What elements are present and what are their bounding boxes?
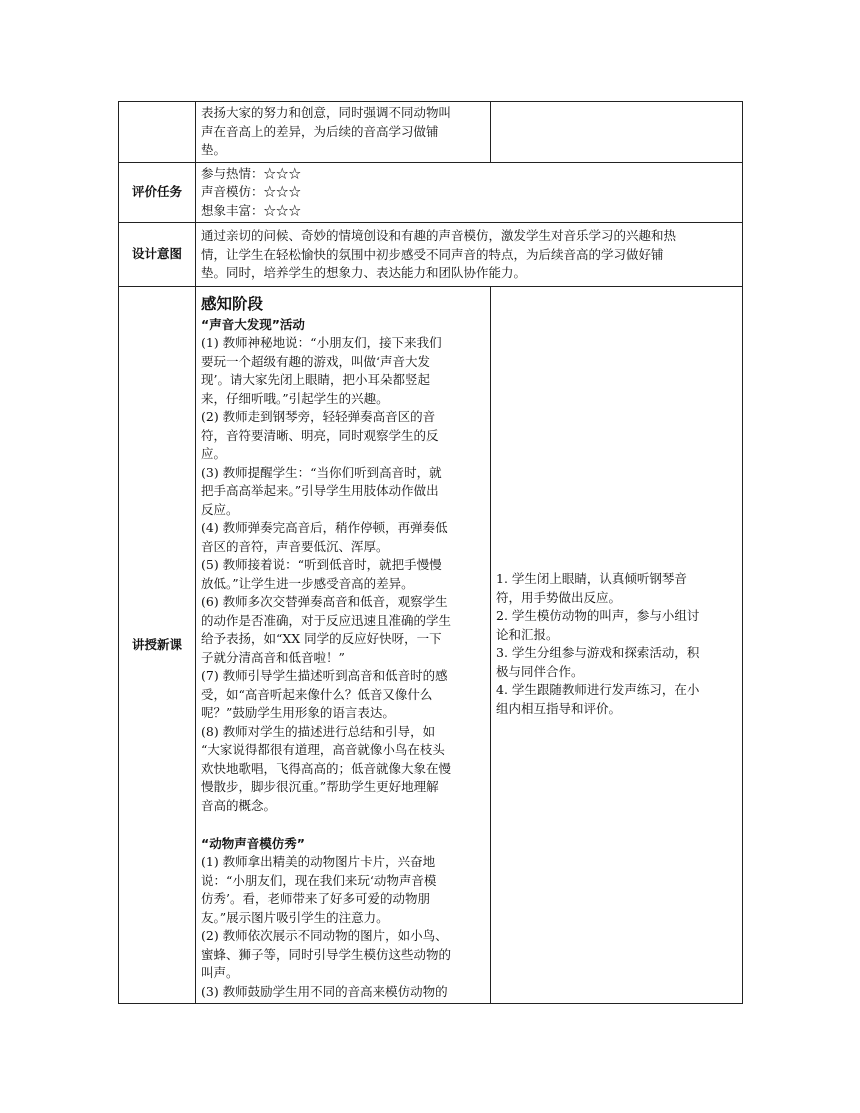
text-line: (7) 教师引导学生描述听到高音和低音时的感 <box>201 668 448 683</box>
text-line: 情，让学生在轻松愉快的氛围中初步感受不同声音的特点，为后续音高的学习做好铺 <box>201 246 664 262</box>
text-line: 仿秀’。看，老师带来了好多可爱的动物朋 <box>201 891 430 906</box>
spacer <box>201 815 485 834</box>
text-line: 垫。同时，培养学生的想象力、表达能力和团队协作能力。 <box>201 265 527 280</box>
student-line: 3. 学生分组参与游戏和探索活动，积 <box>496 645 700 660</box>
row-top-student-cell <box>491 102 743 163</box>
design-intent-content <box>196 223 743 287</box>
text-line: (1) 教师神秘地说：“小朋友们，接下来我们 <box>201 335 442 350</box>
evaluation-content <box>196 162 743 223</box>
text-line: 慢散步，脚步很沉重。”帮助学生更好地理解 <box>201 779 439 794</box>
text-line: 垫。 <box>201 142 227 157</box>
text-line: (5) 教师接着说：“听到低音时，就把手慢慢 <box>201 557 442 572</box>
text-line: 叫声。 <box>201 965 239 980</box>
text-line: 说：“小朋友们，现在我们来玩‘动物声音模 <box>201 872 437 888</box>
text-line: 呢？”鼓励学生用形象的语言表达。 <box>201 705 395 720</box>
lesson-plan-table <box>118 101 743 1004</box>
evaluation-label: 评价任务 <box>119 162 196 223</box>
text-line: 蜜蜂、狮子等，同时引导学生模仿这些动物的 <box>201 946 452 962</box>
text-line: (8) 教师对学生的描述进行总结和引导，如 <box>201 723 436 739</box>
teaching-label: 讲授新课 <box>119 287 196 1004</box>
text-line: 友。”展示图片吸引学生的注意力。 <box>201 909 389 925</box>
text-line: 的动作是否准确，对于反应迅速且准确的学生 <box>201 612 452 628</box>
student-line: 组内相互指导和评价。 <box>496 700 622 716</box>
student-line: 2. 学生模仿动物的叫声，参与小组讨 <box>496 608 700 623</box>
row-teaching <box>119 287 743 1004</box>
text-line: 放低。”让学生进一步感受音高的差异。 <box>201 575 414 591</box>
text-line: (6) 教师多次交替弹奏高音和低音，观察学生 <box>201 594 448 609</box>
student-line: 符，用手势做出反应。 <box>496 589 622 605</box>
design-intent-label: 设计意图 <box>119 223 196 287</box>
text-line: 应。 <box>201 446 227 461</box>
eval-item: 想象丰富：☆☆☆ <box>201 202 302 218</box>
student-line: 1. 学生闭上眼睛，认真倾听钢琴音 <box>496 571 687 586</box>
text-line: (2) 教师走到钢琴旁，轻轻弹奏高音区的音 <box>201 409 436 424</box>
text-line: 声在音高上的差异，为后续的音高学习做铺 <box>201 123 439 139</box>
text-line: 符，音符要清晰、明亮，同时观察学生的反 <box>201 427 439 443</box>
text-line: 给予表扬，如“XX 同学的反应好快呀，一下 <box>201 631 442 646</box>
stage-title: 感知阶段 <box>201 295 264 313</box>
student-line: 论和汇报。 <box>496 626 559 642</box>
row-top-label-cell <box>119 102 196 163</box>
text-line: 来，仔细听哦。”引起学生的兴趣。 <box>201 390 389 406</box>
teacher-activity-cell <box>196 287 491 1004</box>
text-line: 反应。 <box>201 501 239 517</box>
text-line: 把手高高举起来。”引导学生用肢体动作做出 <box>201 483 439 498</box>
text-line: 现’。请大家先闭上眼睛，把小耳朵都竖起 <box>201 372 430 387</box>
text-line: (4) 教师弹奏完高音后，稍作停顿，再弹奏低 <box>201 520 448 535</box>
text-line: “大家说得都很有道理，高音就像小鸟在枝头 <box>201 742 445 757</box>
text-line: (2) 教师依次展示不同动物的图片，如小鸟、 <box>201 928 448 943</box>
text-line: 受，如“高音听起来像什么？低音又像什么 <box>201 686 433 702</box>
text-line: 表扬大家的努力和创意，同时强调不同动物叫 <box>201 105 452 120</box>
eval-item: 声音模仿：☆☆☆ <box>201 184 302 199</box>
text-line: (3) 教师鼓励学生用不同的音高来模仿动物的 <box>201 983 448 999</box>
activity-title: “动物声音模仿秀” <box>201 836 305 851</box>
eval-item: 参与热情：☆☆☆ <box>201 165 302 181</box>
text-line: 欢快地歌唱，飞得高高的；低音就像大象在慢 <box>201 760 452 776</box>
student-line: 极与同伴合作。 <box>496 663 584 679</box>
text-line: 通过亲切的问候、奇妙的情境创设和有趣的声音模仿，激发学生对音乐学习的兴趣和热 <box>201 228 677 243</box>
activity-title: “声音大发现”活动 <box>201 317 305 332</box>
text-line: (1) 教师拿出精美的动物图片卡片，兴奋地 <box>201 854 436 869</box>
text-line: 音区的音符，声音要低沉、浑厚。 <box>201 538 389 554</box>
text-line: (3) 教师提醒学生：“当你们听到高音时，就 <box>201 464 442 480</box>
row-top-content <box>196 102 491 163</box>
student-line: 4. 学生跟随教师进行发声练习，在小 <box>496 682 700 697</box>
text-line: 要玩一个超级有趣的游戏，叫做‘声音大发 <box>201 353 430 369</box>
row-evaluation <box>119 162 743 223</box>
text-line: 音高的概念。 <box>201 797 277 813</box>
row-design-intent <box>119 223 743 287</box>
student-activity-cell <box>491 287 743 1004</box>
row-top <box>119 102 743 163</box>
text-line: 子就分清高音和低音啦！” <box>201 649 345 665</box>
